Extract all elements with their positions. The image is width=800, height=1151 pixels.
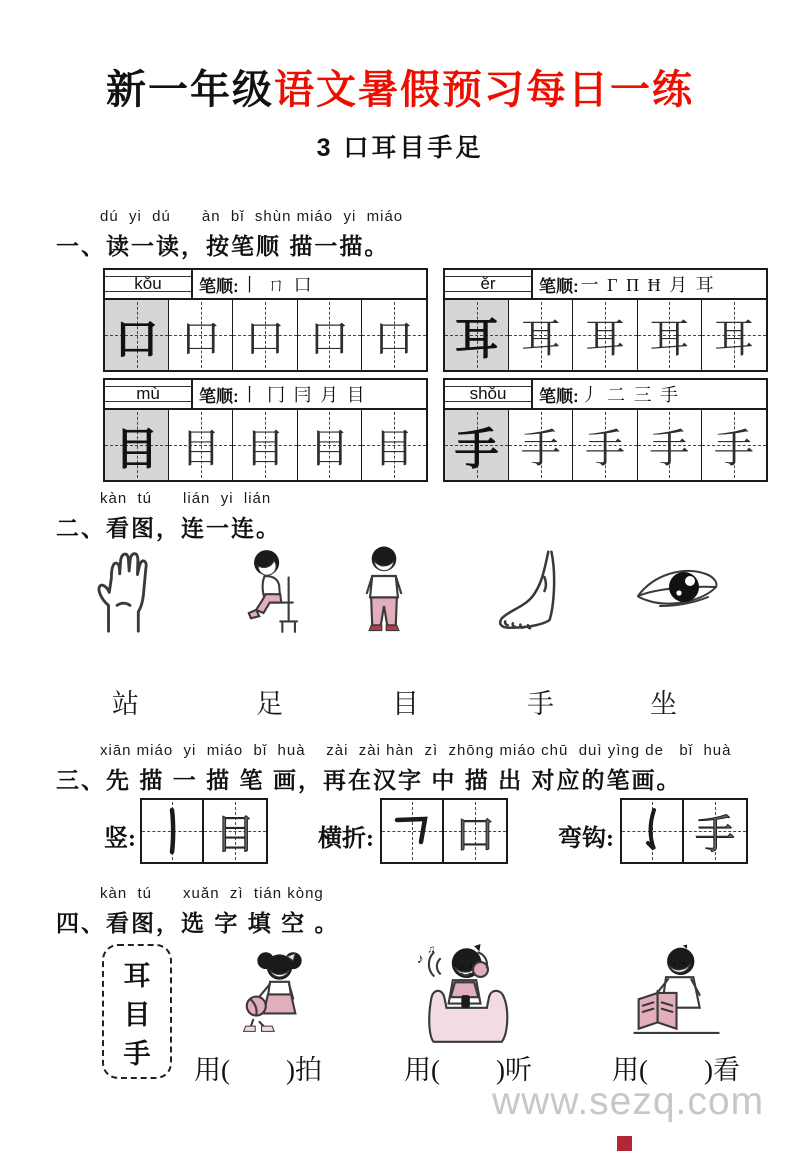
trace-char-cell[interactable]: 耳	[702, 300, 766, 370]
section3-pinyin: xiān miáo yi miáo bǐ huà zài zài hàn zì zhōng miáo chū duì yìng de bǐ huà	[100, 742, 732, 759]
trace-char-cell[interactable]: 口	[169, 300, 233, 370]
trace-char-cell[interactable]: 目	[298, 410, 362, 480]
section1-heading: 一、读一读，按笔顺 描一描。	[56, 233, 390, 259]
trace-char-cell[interactable]: 耳	[573, 300, 637, 370]
match-word-mu[interactable]: 目	[392, 689, 419, 719]
stroke-label-wangou: 弯钩:	[558, 826, 614, 852]
bank-char-er[interactable]: 耳	[123, 961, 151, 991]
lesson-subtitle: 3 口耳目手足	[316, 134, 484, 162]
match-word-zuo[interactable]: 坐	[650, 689, 677, 719]
stroke-order-cell	[533, 270, 766, 298]
boy-reading-book-illustration[interactable]	[626, 944, 726, 1044]
match-word-zhan[interactable]: 站	[112, 689, 139, 719]
page-title	[0, 58, 800, 115]
pinyin-er: ěr	[480, 274, 496, 293]
page-corner-mark	[617, 1136, 632, 1151]
svg-text:♫: ♫	[427, 944, 436, 956]
pinyin-cell	[445, 270, 533, 298]
curved-hook-stroke-icon	[627, 804, 677, 858]
foot-illustration[interactable]	[490, 548, 566, 634]
girl-bouncing-ball-illustration[interactable]	[232, 948, 327, 1043]
trace-char-cell[interactable]: 目	[169, 410, 233, 480]
girl-listening-music-illustration[interactable]	[408, 944, 520, 1044]
stroke-order-cell	[193, 270, 426, 298]
practice-table-kou	[103, 268, 428, 372]
model-char-cell: 目	[105, 410, 169, 480]
fill-blank-pai[interactable]: 用( )拍	[194, 1055, 322, 1085]
section1-pinyin: dú yi dú àn bǐ shùn miáo yi miáo	[100, 208, 404, 225]
practice-table-mu	[103, 378, 428, 482]
trace-char-cell[interactable]: 口	[298, 300, 362, 370]
section2-heading: 二、看图，连一连。	[56, 515, 281, 541]
character-bank	[102, 944, 172, 1079]
trace-char-cell[interactable]: 手	[638, 410, 702, 480]
match-word-zu[interactable]: 足	[256, 689, 283, 719]
pinyin-mu: mù	[136, 384, 160, 403]
match-word-shou[interactable]: 手	[527, 689, 554, 719]
stroke-label-hengzhe: 横折:	[318, 826, 374, 852]
stroke-order-shou: 丿 二 三 手	[580, 385, 681, 405]
stroke-order-cell	[533, 380, 766, 408]
trace-char-cell[interactable]: 手	[702, 410, 766, 480]
watermark: www.sezq.com	[492, 1080, 765, 1123]
pinyin-shou: shǒu	[469, 384, 507, 403]
stroke-order-er: 一 Γ Π Ħ 月 耳	[580, 275, 716, 295]
trace-char-cell[interactable]: 手	[573, 410, 637, 480]
page-title-red: 语文暑假预习每日一练	[274, 68, 694, 112]
stroke-order-kou: 丨 ㄇ 口	[240, 275, 314, 295]
section2-pinyin: kàn tú lián yi lián	[100, 490, 272, 507]
trace-char-cell[interactable]: 手	[509, 410, 573, 480]
bank-char-shou[interactable]: 手	[123, 1039, 151, 1069]
stroke-order-label: 笔顺:	[199, 276, 239, 296]
trace-char-cell[interactable]: 耳	[509, 300, 573, 370]
trace-char-cell[interactable]: 口	[233, 300, 297, 370]
stroke-label-shu: 竖:	[104, 826, 136, 852]
stroke-demo-cell[interactable]	[622, 800, 684, 862]
fill-blank-ting[interactable]: 用( )听	[404, 1055, 532, 1085]
trace-char-cell[interactable]: 目	[233, 410, 297, 480]
trace-char-cell[interactable]: 目	[362, 410, 426, 480]
trace-char-cell[interactable]: 手	[684, 800, 746, 862]
horizontal-turn-stroke-icon	[387, 804, 437, 858]
stroke-order-mu: 丨 冂 冃 月 目	[240, 385, 367, 405]
eye-illustration[interactable]	[632, 558, 722, 618]
bank-char-mu[interactable]: 目	[123, 1000, 151, 1030]
model-char-cell: 手	[445, 410, 509, 480]
trace-char-cell[interactable]: 耳	[638, 300, 702, 370]
trace-char-cell[interactable]: 口	[362, 300, 426, 370]
practice-table-shou	[443, 378, 768, 482]
practice-table-er	[443, 268, 768, 372]
stroke-order-label: 笔顺:	[539, 276, 579, 296]
stroke-order-cell	[193, 380, 426, 408]
stroke-grid-wangou	[620, 798, 748, 864]
trace-char-cell[interactable]: 目	[204, 800, 266, 862]
sitting-child-illustration[interactable]	[238, 548, 312, 634]
pinyin-cell	[105, 380, 193, 408]
model-char-cell: 耳	[445, 300, 509, 370]
svg-text:♪: ♪	[416, 950, 424, 967]
stroke-grid-hengzhe	[380, 798, 508, 864]
stroke-order-label: 笔顺:	[199, 386, 239, 406]
vertical-stroke-icon	[147, 804, 197, 858]
pinyin-cell	[105, 270, 193, 298]
pinyin-cell	[445, 380, 533, 408]
section4-heading: 四、看图，选 字 填 空 。	[56, 910, 340, 936]
stroke-demo-cell[interactable]	[142, 800, 204, 862]
page-title-black: 新一年级	[106, 68, 274, 112]
hand-illustration[interactable]	[86, 548, 174, 634]
stroke-order-label: 笔顺:	[539, 386, 579, 406]
section3-heading: 三、先 描 一 描 笔 画，再在汉字 中 描 出 对应的笔画。	[56, 767, 682, 793]
standing-child-illustration[interactable]	[352, 546, 416, 636]
stroke-demo-cell[interactable]	[382, 800, 444, 862]
stroke-grid-shu	[140, 798, 268, 864]
section4-pinyin: kàn tú xuǎn zì tián kòng	[100, 885, 324, 902]
pinyin-kou: kǒu	[134, 274, 162, 293]
fill-blank-kan[interactable]: 用( )看	[612, 1055, 740, 1085]
trace-char-cell[interactable]: 口	[444, 800, 506, 862]
model-char-cell: 口	[105, 300, 169, 370]
